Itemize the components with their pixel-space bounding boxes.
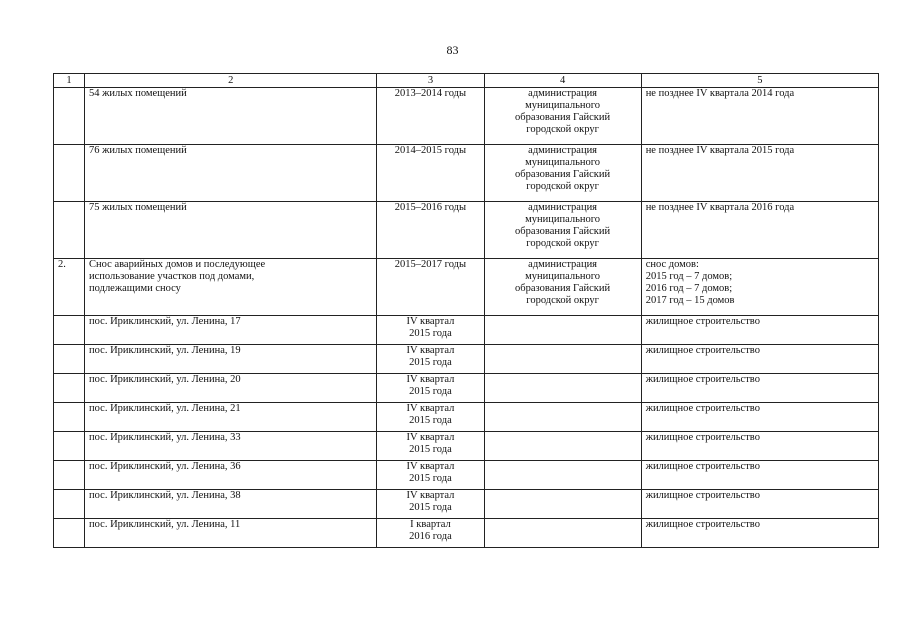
table-row (54, 490, 879, 519)
period-cell-text: IV квартал 2015 года (406, 490, 455, 513)
result-cell-text: жилищное строительство (645, 490, 760, 501)
executor-cell-text: администрация муниципального образования Гайский городской округ (515, 145, 611, 192)
result-cell (641, 374, 878, 403)
period-cell (377, 259, 484, 316)
item-name-cell-text: пос. Ириклинский, ул. Ленина, 11 (89, 519, 241, 530)
result-cell-text: не позднее IV квартала 2016 года (645, 202, 795, 213)
header-row (54, 74, 879, 88)
item-name-cell (85, 432, 377, 461)
result-cell-text: не позднее IV квартала 2015 года (645, 145, 795, 156)
result-cell-text: жилищное строительство (645, 403, 760, 414)
row-number-cell (54, 145, 85, 202)
plan-table-body (54, 74, 879, 548)
period-cell-text: IV квартал 2015 года (406, 461, 455, 484)
result-cell (641, 88, 878, 145)
row-number-cell (54, 202, 85, 259)
period-cell-text: I квартал 2016 года (409, 519, 452, 542)
item-name-cell (85, 519, 377, 548)
executor-cell (484, 345, 641, 374)
period-cell (377, 345, 484, 374)
period-cell (377, 145, 484, 202)
header-col-1: 1 (54, 74, 85, 88)
result-cell (641, 145, 878, 202)
item-name-cell (85, 490, 377, 519)
table-row (54, 519, 879, 548)
executor-cell-text: администрация муниципального образования Гайский городской округ (515, 259, 611, 306)
period-cell-text: IV квартал 2015 года (406, 432, 455, 455)
table-row (54, 345, 879, 374)
item-name-cell-text: 76 жилых помещений (89, 145, 187, 156)
result-cell (641, 345, 878, 374)
item-name-cell (85, 345, 377, 374)
executor-cell (484, 490, 641, 519)
period-cell-text: IV квартал 2015 года (406, 345, 455, 368)
period-cell (377, 461, 484, 490)
result-cell-text: жилищное строительство (645, 519, 760, 530)
result-cell (641, 490, 878, 519)
row-number-cell (54, 519, 85, 548)
period-cell (377, 88, 484, 145)
item-name-cell (85, 202, 377, 259)
period-cell (377, 490, 484, 519)
period-cell (377, 374, 484, 403)
item-name-cell-text: пос. Ириклинский, ул. Ленина, 21 (89, 403, 241, 414)
row-number-cell (54, 374, 85, 403)
plan-table (53, 73, 879, 548)
table-row (54, 88, 879, 145)
result-cell (641, 432, 878, 461)
executor-cell (484, 145, 641, 202)
row-number-cell (54, 345, 85, 374)
row-number-cell (54, 461, 85, 490)
result-cell-text: снос домов: 2015 год – 7 домов; 2016 год – 7 домов; 2017 год – 15 домов (645, 259, 735, 306)
row-number-cell-text: 2. (58, 259, 66, 270)
result-cell (641, 461, 878, 490)
table-row (54, 461, 879, 490)
row-number-cell (54, 403, 85, 432)
executor-cell-text: администрация муниципального образования Гайский городской округ (515, 202, 611, 249)
period-cell-text: 2013–2014 годы (394, 88, 467, 99)
period-cell-text: IV квартал 2015 года (406, 374, 455, 397)
header-col-3: 3 (377, 74, 484, 88)
period-cell (377, 432, 484, 461)
period-cell (377, 519, 484, 548)
period-cell (377, 202, 484, 259)
item-name-cell (85, 403, 377, 432)
header-col-2: 2 (85, 74, 377, 88)
result-cell (641, 259, 878, 316)
item-name-cell (85, 316, 377, 345)
item-name-cell-text: 75 жилых помещений (89, 202, 187, 213)
item-name-cell-text: пос. Ириклинский, ул. Ленина, 17 (89, 316, 241, 327)
period-cell (377, 316, 484, 345)
table-row (54, 202, 879, 259)
item-name-cell (85, 461, 377, 490)
item-name-cell-text: 54 жилых помещений (89, 88, 187, 99)
row-number-cell (54, 259, 85, 316)
executor-cell (484, 374, 641, 403)
table-row (54, 259, 879, 316)
table-row (54, 145, 879, 202)
executor-cell (484, 259, 641, 316)
executor-cell (484, 316, 641, 345)
result-cell-text: жилищное строительство (645, 345, 760, 356)
page-number: 83 (446, 43, 459, 57)
result-cell (641, 403, 878, 432)
item-name-cell-text: пос. Ириклинский, ул. Ленина, 38 (89, 490, 241, 501)
row-number-cell (54, 88, 85, 145)
header-col-5: 5 (641, 74, 878, 88)
table-row (54, 316, 879, 345)
row-number-cell (54, 490, 85, 519)
executor-cell (484, 461, 641, 490)
result-cell-text: жилищное строительство (645, 461, 760, 472)
executor-cell (484, 202, 641, 259)
item-name-cell-text: Снос аварийных домов и последующее использование участков под домами, подлежащими сносу (89, 259, 266, 294)
period-cell-text: IV квартал 2015 года (406, 316, 455, 339)
item-name-cell (85, 259, 377, 316)
item-name-cell-text: пос. Ириклинский, ул. Ленина, 33 (89, 432, 241, 443)
result-cell (641, 519, 878, 548)
result-cell-text: жилищное строительство (645, 432, 760, 443)
executor-cell-text: администрация муниципального образования Гайский городской округ (515, 88, 611, 135)
row-number-cell (54, 316, 85, 345)
table-row (54, 432, 879, 461)
item-name-cell (85, 145, 377, 202)
result-cell-text: жилищное строительство (645, 374, 760, 385)
header-col-4: 4 (484, 74, 641, 88)
period-cell-text: 2014–2015 годы (394, 145, 467, 156)
executor-cell (484, 432, 641, 461)
table-row (54, 374, 879, 403)
item-name-cell (85, 88, 377, 145)
result-cell (641, 202, 878, 259)
row-number-cell (54, 432, 85, 461)
period-cell-text: 2015–2016 годы (394, 202, 467, 213)
result-cell-text: жилищное строительство (645, 316, 760, 327)
item-name-cell (85, 374, 377, 403)
table-row (54, 403, 879, 432)
period-cell-text: IV квартал 2015 года (406, 403, 455, 426)
item-name-cell-text: пос. Ириклинский, ул. Ленина, 19 (89, 345, 241, 356)
item-name-cell-text: пос. Ириклинский, ул. Ленина, 36 (89, 461, 241, 472)
executor-cell (484, 88, 641, 145)
period-cell-text: 2015–2017 годы (394, 259, 467, 270)
result-cell-text: не позднее IV квартала 2014 года (645, 88, 795, 99)
period-cell (377, 403, 484, 432)
executor-cell (484, 519, 641, 548)
item-name-cell-text: пос. Ириклинский, ул. Ленина, 20 (89, 374, 241, 385)
result-cell (641, 316, 878, 345)
executor-cell (484, 403, 641, 432)
